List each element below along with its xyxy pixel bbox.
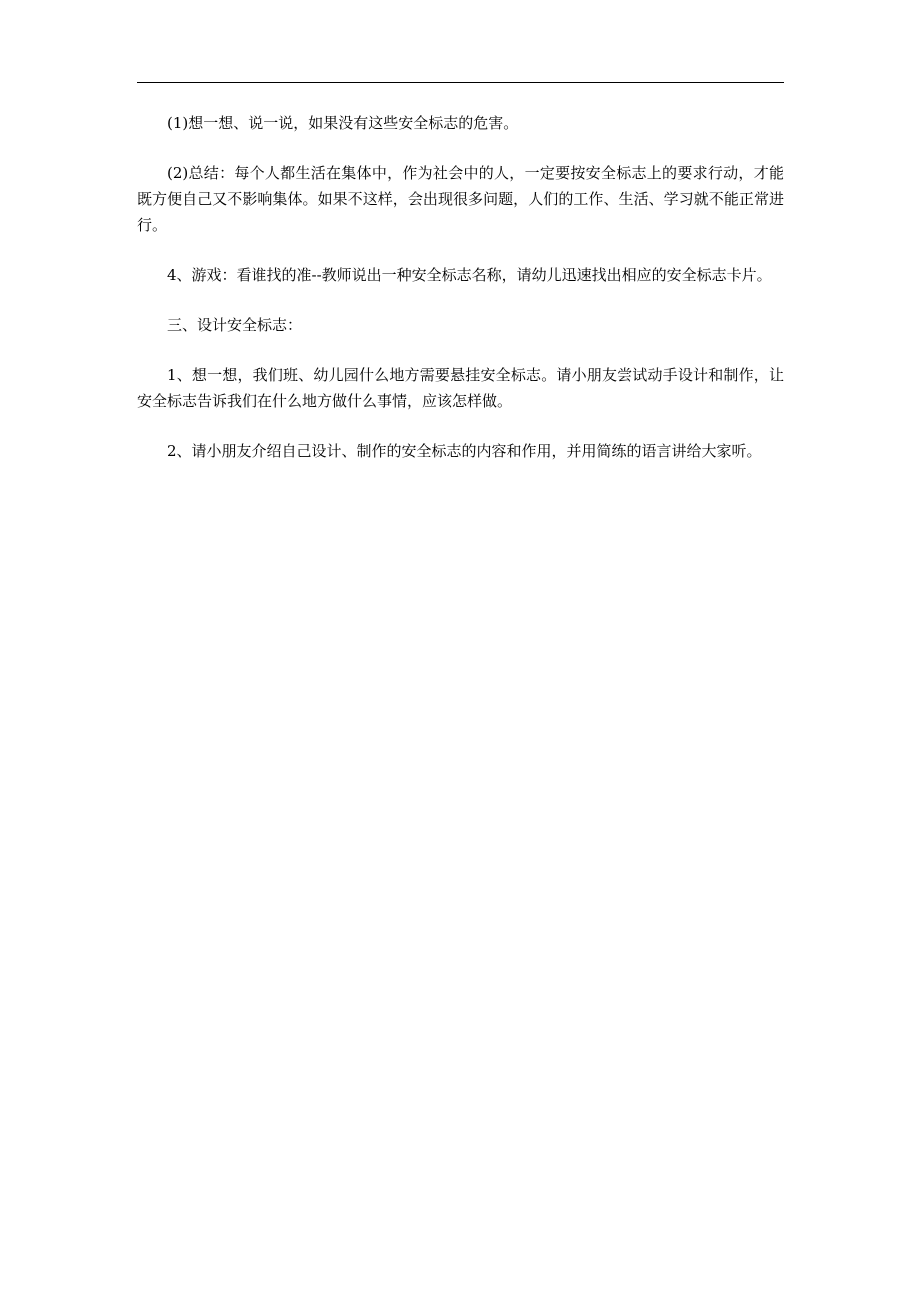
paragraph-game: 4、游戏：看谁找的准--教师说出一种安全标志名称，请幼儿迅速找出相应的安全标志卡片。	[167, 266, 772, 284]
paragraph-summary: (2)总结：每个人都生活在集体中，作为社会中的人，一定要按安全标志上的要求行动，才能既方便自己又不影响集体。如果不这样，会出现很多问题，人们的工作、生活、学习就不能正常进行。	[137, 164, 784, 234]
header-rule	[137, 82, 784, 83]
document-body	[137, 110, 784, 488]
paragraph-discussion: (1)想一想、说一说，如果没有这些安全标志的危害。	[167, 114, 519, 132]
paragraph-presentation: 2、请小朋友介绍自己设计、制作的安全标志的内容和作用，并用简练的语言讲给大家听。	[167, 442, 762, 460]
section-heading-design: 三、设计安全标志：	[167, 316, 303, 334]
paragraph-design-task: 1、想一想，我们班、幼儿园什么地方需要悬挂安全标志。请小朋友尝试动手设计和制作，让安全标志告诉我们在什么地方做什么事情，应该怎样做。	[137, 366, 784, 410]
